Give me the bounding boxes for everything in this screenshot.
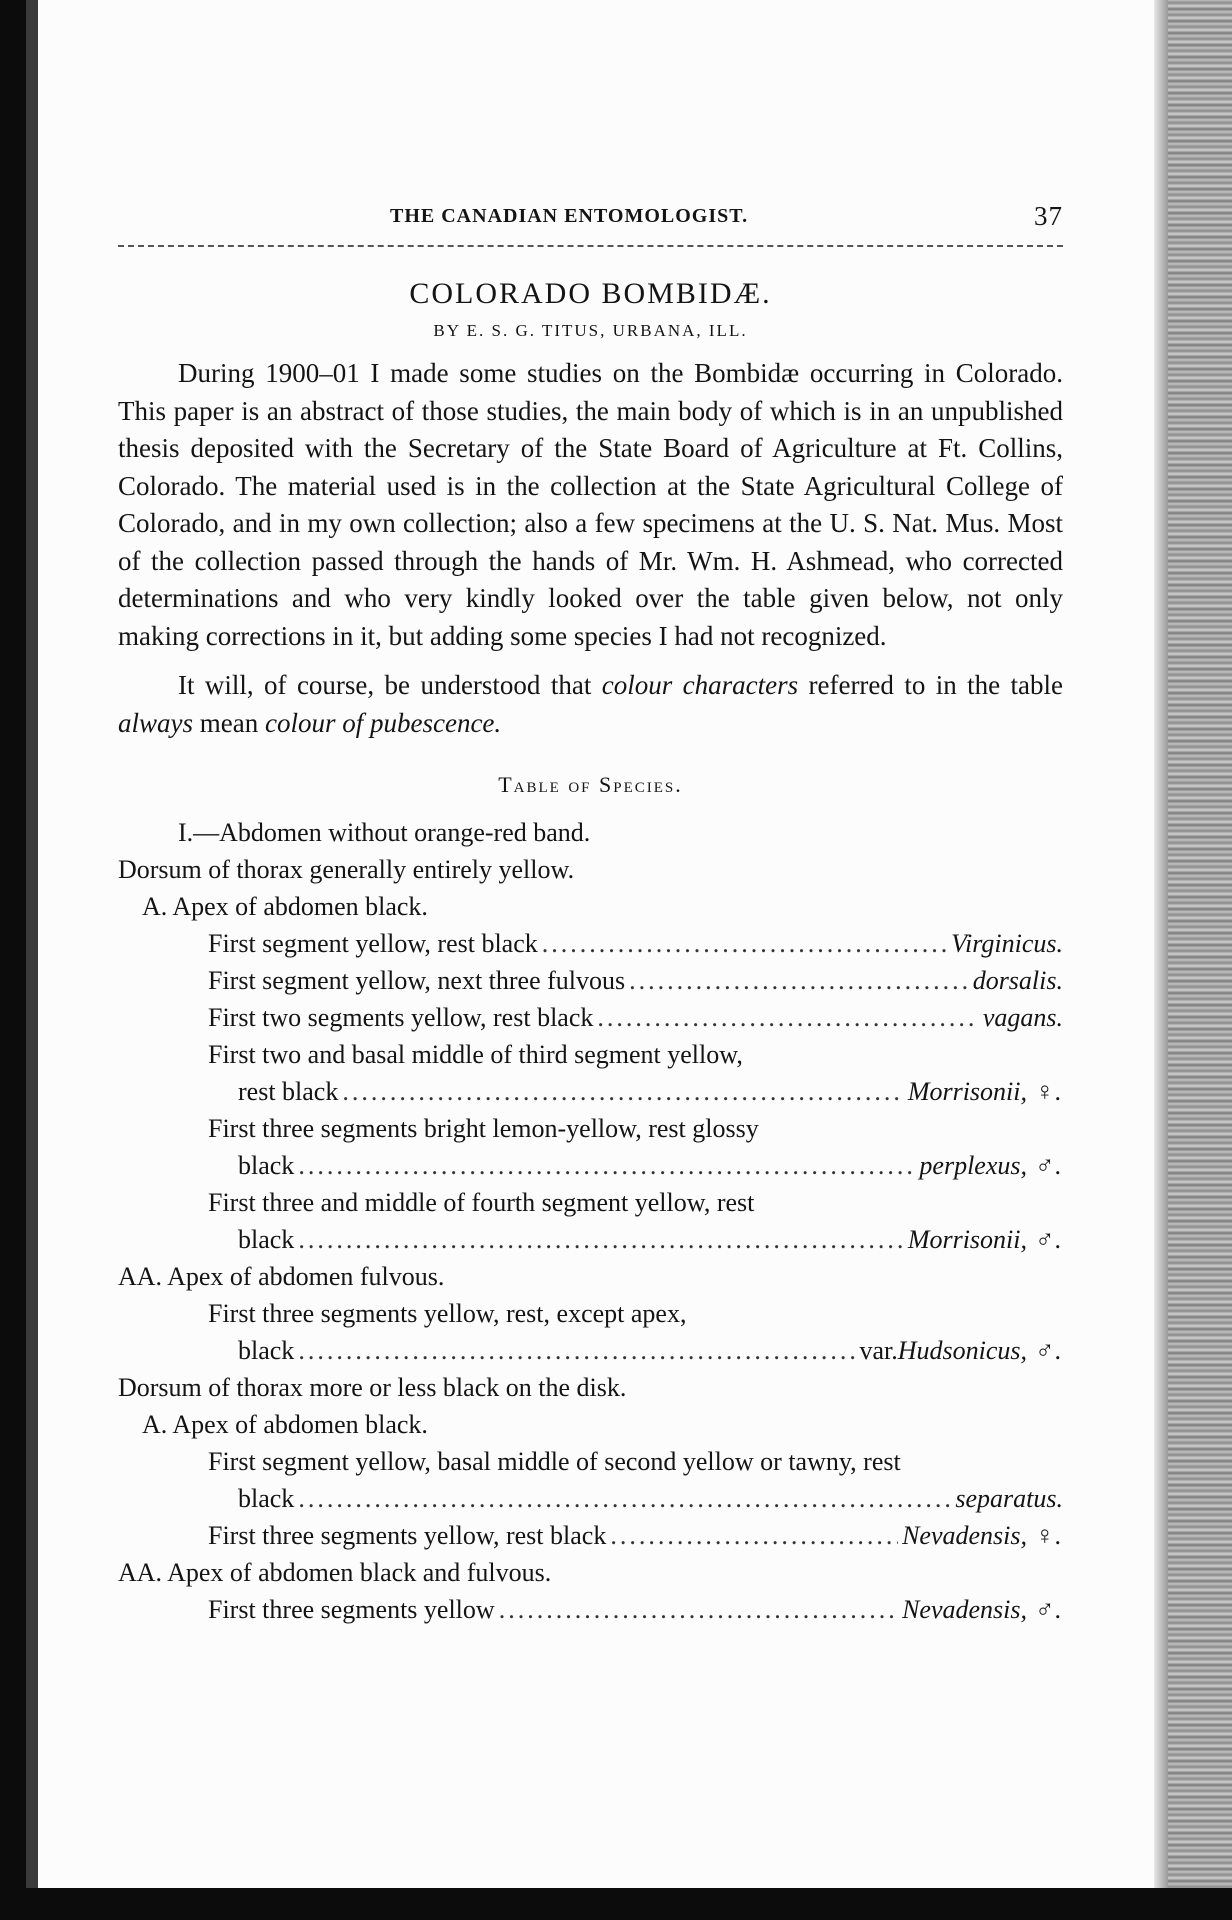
entry-text: black xyxy=(238,1225,295,1254)
paragraph-2-italic: colour of pubescence. xyxy=(265,707,502,738)
leader-dots xyxy=(542,925,947,962)
paragraph-1: During 1900–01 I made some studies on the Bombidæ occurring in Colorado. This paper is an abstract of those studies, the main body of which is in an unpublished thesis deposited with the Secretary of the State Board of Agriculture at Ft. Collins, Colorado. The material used is in the collection at the State Agricultural College of Colorado, and in my own collection; also a few specimens at the U. S. Nat. Mus. Most of the collection passed through the hands of Mr. Wm. H. Ashmead, who corrected determinations and who very kindly looked over the table given below, not only making corrections in it, but adding some species I had not recognized. xyxy=(118,358,1063,651)
page-edge-shadow xyxy=(1154,0,1168,1920)
page-content xyxy=(118,195,1063,1628)
scan-border xyxy=(0,1888,1232,1920)
entry-text: black xyxy=(238,1484,295,1513)
leader-dots xyxy=(298,1147,915,1184)
entry-text: First three segments yellow, rest black xyxy=(208,1521,607,1550)
section-heading: I.—Abdomen without orange-red band. xyxy=(178,818,591,847)
species-name: Nevadensis, xyxy=(902,1521,1027,1550)
male-symbol: ♂. xyxy=(1035,1225,1061,1254)
entry-text: First three segments bright lemon-yellow, rest glossy xyxy=(208,1114,759,1143)
page-number: 37 xyxy=(1034,201,1063,231)
entry-text: black xyxy=(238,1151,295,1180)
leader-dots xyxy=(629,962,969,999)
species-name: Hudsonicus, xyxy=(897,1336,1027,1365)
entry-text: First three segments yellow xyxy=(208,1595,495,1624)
entry-text: black xyxy=(238,1336,295,1365)
species-name: perplexus, xyxy=(919,1151,1027,1180)
male-symbol: ♂. xyxy=(1035,1595,1061,1624)
key-entry xyxy=(118,1221,1063,1258)
article-title: COLORADO BOMBIDÆ. xyxy=(409,277,772,310)
table-title: Table of Species. xyxy=(498,772,683,797)
species-name: Nevadensis, xyxy=(902,1595,1027,1624)
entry-text: First segment yellow, next three fulvous xyxy=(208,966,626,995)
page-header xyxy=(118,195,1063,239)
subgroup-heading: A. Apex of abdomen black. xyxy=(142,892,428,921)
header-rule xyxy=(118,245,1063,247)
species-name: Morrisonii, xyxy=(907,1077,1027,1106)
entry-text: First two segments yellow, rest black xyxy=(208,1003,594,1032)
female-symbol: ♀. xyxy=(1035,1077,1061,1106)
group-heading: Dorsum of thorax more or less black on the disk. xyxy=(118,1373,627,1402)
subgroup-heading: A. Apex of abdomen black. xyxy=(142,1410,428,1439)
key-entry xyxy=(118,962,1063,999)
key-entry xyxy=(118,1480,1063,1517)
group-heading: Dorsum of thorax generally entirely yellow. xyxy=(118,855,575,884)
entry-text: First two and basal middle of third segment yellow, xyxy=(208,1040,743,1069)
species-name: vagans. xyxy=(982,1003,1063,1032)
leader-dots xyxy=(610,1517,898,1554)
article-byline: BY E. S. G. TITUS, URBANA, ILL. xyxy=(433,321,748,340)
leader-dots xyxy=(342,1073,903,1110)
male-symbol: ♂. xyxy=(1035,1336,1061,1365)
key-entry xyxy=(118,1147,1063,1184)
paragraph-2 xyxy=(118,667,1063,742)
book-spine xyxy=(1168,0,1232,1920)
variety-label: var. xyxy=(859,1336,898,1365)
species-name: separatus. xyxy=(955,1484,1063,1513)
paragraph-2-italic: colour characters xyxy=(601,670,799,700)
leader-dots xyxy=(597,999,978,1036)
leader-dots xyxy=(298,1480,951,1517)
key-entry xyxy=(118,1332,1063,1369)
species-name: Virginicus. xyxy=(951,929,1063,958)
paragraph-2-italic: always xyxy=(118,707,194,738)
key-entry xyxy=(118,999,1063,1036)
leader-dots xyxy=(298,1221,904,1258)
key-entry xyxy=(118,1591,1063,1628)
book-page xyxy=(26,0,1204,1888)
species-name: Morrisonii, xyxy=(907,1225,1027,1254)
subgroup-heading: AA. Apex of abdomen black and fulvous. xyxy=(118,1558,552,1587)
leader-dots xyxy=(298,1332,855,1369)
paragraph-2-text: referred to in the table xyxy=(798,670,1063,700)
male-symbol: ♂. xyxy=(1035,1151,1061,1180)
paragraph-2-text: It will, of course, be understood that xyxy=(178,670,602,700)
female-symbol: ♀. xyxy=(1035,1521,1061,1550)
key-entry xyxy=(118,1073,1063,1110)
subgroup-heading: AA. Apex of abdomen fulvous. xyxy=(118,1262,445,1291)
key-entry xyxy=(118,925,1063,962)
key-entry xyxy=(118,1517,1063,1554)
running-head: THE CANADIAN ENTOMOLOGIST. xyxy=(390,205,749,227)
species-name: dorsalis. xyxy=(972,966,1063,995)
entry-text: First three and middle of fourth segment yellow, rest xyxy=(208,1188,755,1217)
entry-text: First three segments yellow, rest, except apex, xyxy=(208,1299,687,1328)
entry-text: First segment yellow, basal middle of second yellow or tawny, rest xyxy=(208,1447,901,1476)
entry-text: First segment yellow, rest black xyxy=(208,929,538,958)
entry-text: rest black xyxy=(238,1077,339,1106)
paragraph-2-text: mean xyxy=(193,707,265,738)
leader-dots xyxy=(499,1591,898,1628)
